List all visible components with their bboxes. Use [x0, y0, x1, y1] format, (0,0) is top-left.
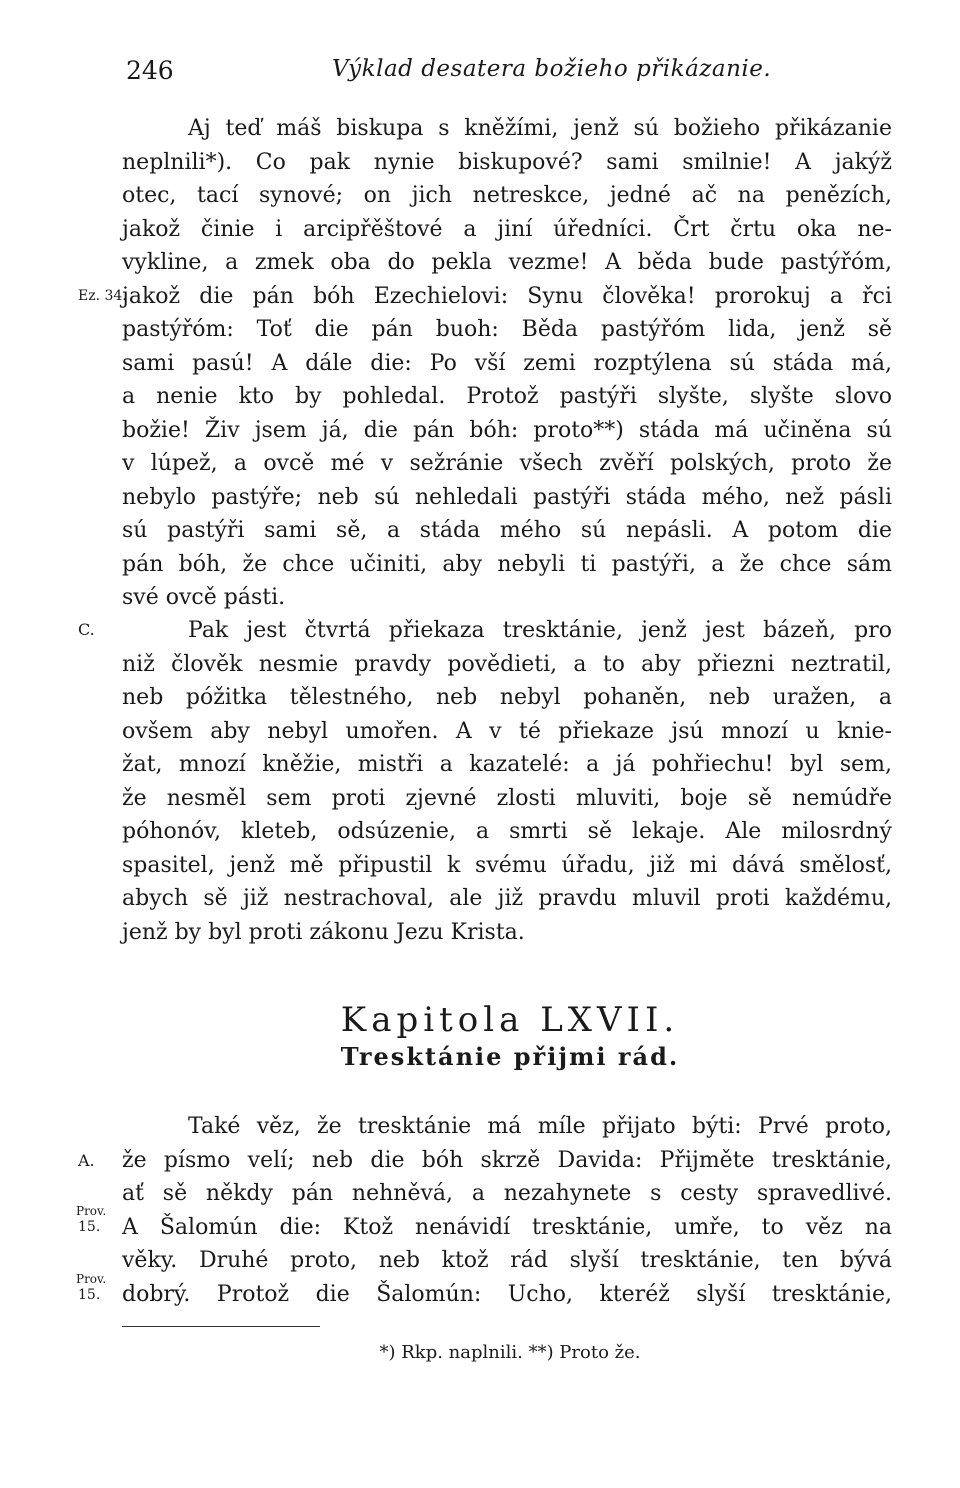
text-line: že nesměl sem proti zjevné zlosti mluviti, boje sě nemúdře: [122, 785, 892, 811]
text-line: spasitel, jenž mě připustil k svému úřadu, již mi dává smělosť,: [122, 852, 892, 878]
text-line: pán bóh, že chce učiniti, aby nebyli ti pastýři, a že chce sám: [122, 551, 892, 577]
text-line: žat, mnozí kněžie, mistři a kazatelé: a já pohřiechu! byl sem,: [122, 752, 892, 777]
text-line: ovšem aby nebyl umořen. A v té přiekaze jsú mnozí u knie-: [122, 718, 892, 744]
paragraph-3: [122, 1110, 892, 1311]
margin-note-prov-2-label: Prov.: [76, 1272, 107, 1286]
text-line: Také věz, že tresktánie má míle přijato býti: Prvé proto,: [188, 1114, 892, 1139]
page-header: [122, 56, 892, 96]
text-line: neb póžitka tělestného, neb nebyl pohaněn, neb uražen, a: [122, 685, 892, 710]
text-line: Aj teď máš biskupa s kněžími, jenž sú božieho přikázanie: [188, 116, 892, 141]
text-line: své ovcě pásti.: [122, 585, 286, 610]
text-line: otec, tací synové; on jich netreskce, jedné ač na penězích,: [122, 183, 892, 208]
margin-note-a: A.: [78, 1151, 95, 1170]
text-line: abych sě již nestrachoval, ale již pravdu mluvil proti každému,: [122, 886, 892, 911]
text-line: sami pasú! A dále die: Po vší zemi rozptýlena sú stáda má,: [122, 350, 892, 376]
text-line: božie! Živ jsem já, die pán bóh: proto**) stáda má učiněna sú: [122, 417, 892, 443]
text-line: ať sě někdy pán nehněvá, a nezahynete s cesty spravedlivé.: [122, 1181, 892, 1206]
text-line: Pak jest čtvrtá přiekaza tresktánie, jenž jest bázeň, pro: [188, 618, 892, 643]
paragraph-1: [122, 112, 892, 615]
text-line: a nenie kto by pohledal. Protož pastýři slyšte, slyšte slovo: [122, 384, 892, 409]
chapter-subtitle: Tresktánie přijmi rád.: [340, 1042, 680, 1071]
text-line: v lúpež, a ovcě mé v sežránie všech zvěří polských, proto že: [122, 451, 892, 476]
chapter-title: Kapitola LXVII.: [340, 1000, 680, 1040]
footnote: *) Rkp. naplnili. **) Proto že.: [379, 1342, 641, 1363]
text-line: sú pastýři sami sě, a stáda mého sú nepásli. A potom die: [122, 518, 892, 543]
text-line: neplnili*). Co pak nynie biskupové? sami smilnie! A jakýž: [122, 149, 892, 175]
margin-note-ezechiel: Ez. 34.: [78, 288, 127, 304]
page-number: 246: [126, 56, 174, 85]
text-line: jakož die pán bóh Ezechielovi: Synu člověka! prorokuj a řci: [122, 283, 892, 309]
footnote-rule: [122, 1326, 320, 1327]
text-line: pastýřóm: Toť die pán buoh: Běda pastýřóm lida, jenž sě: [122, 317, 892, 342]
text-line: dobrý. Protož die Šalomún: Ucho, kteréž slyší tresktánie,: [122, 1281, 892, 1307]
paragraph-2: [122, 614, 892, 949]
margin-note-prov-2-number: 15.: [78, 1287, 101, 1303]
text-line: niž člověk nesmie pravdy povědieti, a to aby přiezni neztratil,: [122, 651, 892, 677]
text-line: věky. Druhé proto, neb ktož rád slyší tresktánie, ten bývá: [122, 1248, 892, 1273]
text-line: jenž by byl proti zákonu Jezu Krista.: [122, 919, 525, 945]
text-line: A Šalomún die: Ktož nenávidí tresktánie, umře, to věz na: [122, 1214, 892, 1240]
margin-note-prov-1-label: Prov.: [76, 1204, 107, 1218]
text-line: jakož činie i arcipřěštové a jiní úředníci. Črt črtu oka ne-: [122, 216, 892, 242]
text-line: nebylo pastýře; neb sú nehledali pastýři stáda mého, než pásli: [122, 484, 892, 510]
text-line: že písmo velí; neb die bóh skrzě Davida: Přijměte tresktánie,: [122, 1147, 892, 1173]
margin-note-c: C.: [78, 620, 95, 639]
text-line: póhonóv, kleteb, odsúzenie, a smrti sě lekaje. Ale milosrdný: [122, 819, 892, 844]
margin-note-prov-1-number: 15.: [78, 1219, 101, 1235]
running-title: Výklad desatera božieho přikázanie.: [332, 56, 772, 82]
text-line: vykline, a zmek oba do pekla vezme! A běda bude pastýřóm,: [122, 250, 892, 275]
